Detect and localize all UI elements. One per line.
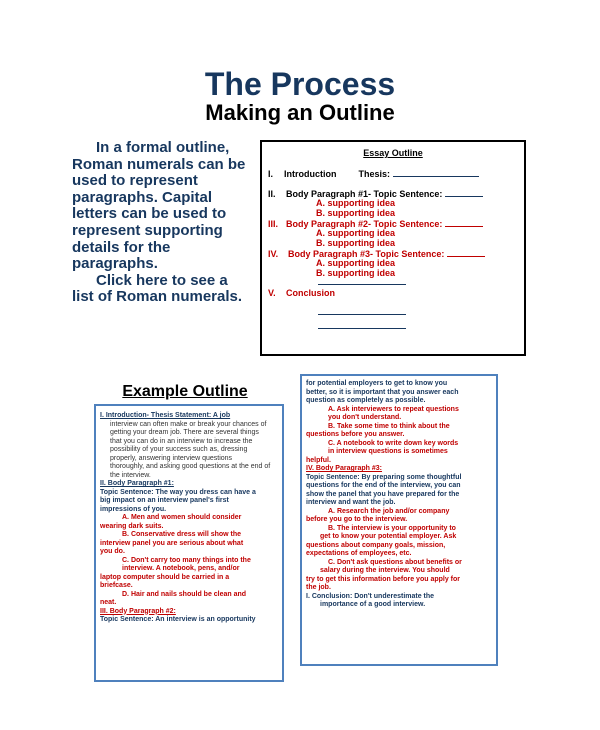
example-line: briefcase. bbox=[100, 582, 133, 589]
example-line: I. Conclusion: Don't underestimate the bbox=[306, 592, 435, 600]
example-line: A. Men and women should consider bbox=[122, 514, 242, 521]
example-outline-left bbox=[94, 404, 284, 682]
example-line: before you go to the interview. bbox=[306, 516, 408, 523]
example-line: C. Don't ask questions about benefits or bbox=[328, 558, 462, 566]
example-line: try to get this information before you apply for bbox=[306, 575, 461, 583]
example-line: big impact on an interview panel's first bbox=[100, 497, 229, 504]
example-line: importance of a good interview. bbox=[320, 601, 426, 608]
example-line: II. Body Paragraph #1: bbox=[100, 480, 174, 487]
example-line: B. Take some time to think about the bbox=[328, 422, 450, 430]
outline-row-intro bbox=[268, 168, 479, 179]
outline-label: Conclusion bbox=[286, 288, 335, 298]
topic-blank bbox=[447, 248, 485, 257]
example-line: possibility of your success such as, dressing bbox=[110, 446, 248, 453]
example-line: the interview. bbox=[110, 471, 151, 479]
example-line: impressions of you. bbox=[100, 505, 167, 513]
example-line: B. The interview is your opportunity to bbox=[328, 524, 456, 532]
example-line: you do. bbox=[100, 548, 125, 555]
example-line: getting your dream job. There are several things bbox=[110, 429, 259, 436]
page-subtitle: Making an Outline bbox=[205, 100, 395, 125]
example-line: A. Ask interviewers to repeat questions bbox=[328, 405, 459, 413]
example-line: question as completely as possible. bbox=[306, 397, 426, 404]
example-line: neat. bbox=[100, 599, 117, 606]
example-line: interview can often make or break your chances of bbox=[110, 420, 267, 428]
outline-label: Body Paragraph #2- Topic Sentence: bbox=[286, 219, 443, 229]
outline-row-conclusion bbox=[268, 288, 335, 298]
example-line: interview panel you are serious about what bbox=[100, 539, 244, 547]
topic-blank bbox=[445, 218, 483, 227]
example-line: properly, answering interview questions bbox=[110, 454, 233, 462]
roman-numerals-link[interactable]: Click here to see a list of Roman numerals. bbox=[72, 271, 243, 306]
page-title: The Process bbox=[204, 66, 396, 102]
example-line: get to know your potential employer. Ask bbox=[320, 533, 457, 540]
example-line: salary during the interview. You should bbox=[320, 567, 450, 574]
example-line: questions before you answer. bbox=[306, 431, 405, 438]
essay-outline-heading: Essay Outline bbox=[363, 148, 423, 158]
example-line: show the panel that you have prepared for the bbox=[306, 490, 460, 498]
outline-row-support: B. supporting idea bbox=[316, 238, 396, 248]
thesis-blank bbox=[393, 168, 479, 177]
example-line: for potential employers to get to know you bbox=[306, 380, 448, 387]
example-line: Topic Sentence: The way you dress can have a bbox=[100, 488, 256, 496]
example-line: interview and want the job. bbox=[306, 499, 396, 506]
example-line: the job. bbox=[306, 584, 331, 591]
outline-label: Introduction bbox=[284, 169, 337, 179]
conclusion-blank bbox=[318, 306, 406, 315]
conclusion-blank bbox=[318, 276, 406, 285]
example-line: that you can do in an interview to increase the bbox=[110, 437, 253, 445]
example-line: thoroughly, and asking good questions at the end of bbox=[110, 463, 271, 470]
example-line: you don't understand. bbox=[328, 414, 402, 421]
outline-label: Body Paragraph #1- Topic Sentence: bbox=[286, 189, 443, 199]
thesis-label: Thesis: bbox=[358, 169, 391, 179]
example-line: I. Introduction- Thesis Statement: A job bbox=[100, 412, 231, 419]
topic-blank bbox=[445, 188, 483, 197]
outline-row-support: B. supporting idea bbox=[316, 208, 396, 218]
example-line: expectations of employees, etc. bbox=[306, 550, 412, 557]
example-line: better, so it is important that you answer each bbox=[306, 388, 459, 396]
example-line: questions about company goals, mission, bbox=[306, 541, 446, 549]
example-line: questions for the end of the interview, you can bbox=[306, 482, 461, 489]
roman-numeral: I. bbox=[268, 169, 274, 179]
example-outline-right bbox=[300, 374, 498, 666]
example-line: IV. Body Paragraph #3: bbox=[306, 465, 382, 472]
outline-row-support: B. supporting idea bbox=[316, 268, 396, 278]
example-line: A. Research the job and/or company bbox=[328, 507, 450, 515]
roman-numeral: II. bbox=[268, 189, 276, 199]
conclusion-blank bbox=[318, 320, 406, 329]
outline-row-support: A. supporting idea bbox=[316, 198, 396, 208]
example-line: interview. A notebook, pens, and/or bbox=[122, 565, 240, 572]
example-outline-title: Example Outline bbox=[122, 383, 248, 400]
example-line: C. Don't carry too many things into the bbox=[122, 556, 251, 564]
example-line: C. A notebook to write down key words bbox=[328, 439, 459, 447]
essay-outline-box bbox=[260, 140, 526, 356]
outline-row-support: A. supporting idea bbox=[316, 228, 396, 238]
outline-row-support: A. supporting idea bbox=[316, 258, 396, 268]
example-line: helpful. bbox=[306, 456, 331, 464]
example-line: B. Conservative dress will show the bbox=[122, 531, 242, 538]
example-line: wearing dark suits. bbox=[100, 522, 164, 530]
intro-paragraph: In a formal outline, Roman numerals can be used to represent paragraphs. Capital letters can be used to represent supporting details for the paragraphs. bbox=[72, 139, 246, 273]
example-line: laptop computer should be carried in a bbox=[100, 573, 230, 581]
example-line: Topic Sentence: An interview is an opportunity bbox=[100, 616, 256, 623]
roman-numeral: IV. bbox=[268, 249, 279, 259]
example-line: III. Body Paragraph #2: bbox=[100, 607, 176, 615]
roman-numeral: III. bbox=[268, 219, 279, 229]
roman-numeral: V. bbox=[268, 288, 276, 298]
outline-label: Body Paragraph #3- Topic Sentence: bbox=[288, 249, 445, 259]
intro-text bbox=[72, 140, 252, 306]
example-line: in interview questions is sometimes bbox=[328, 448, 448, 455]
example-line: D. Hair and nails should be clean and bbox=[122, 590, 247, 598]
example-line: Topic Sentence: By preparing some thoughtful bbox=[306, 473, 462, 481]
